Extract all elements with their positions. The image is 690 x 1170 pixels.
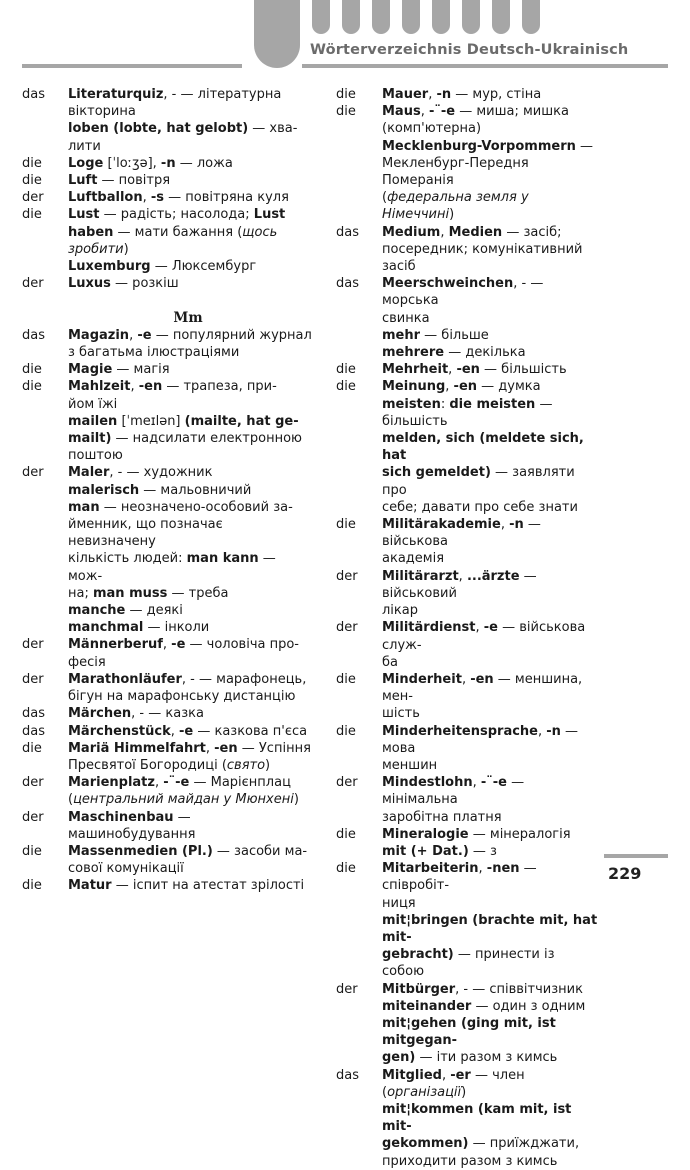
section-spacer — [22, 292, 314, 309]
entry-article: die — [336, 379, 356, 395]
entry-article: die — [336, 517, 356, 533]
entry-text: Magie — магія — [68, 362, 170, 378]
entry-text: Marienplatz, -¨-e — Марієнплац (центральний майдан у Мюнхені) — [68, 775, 299, 808]
entry-text: melden, sich (meldete sich, hat sich gemeldet) — заявляти про себе; давати про себе знати — [382, 431, 584, 515]
entry-article — [336, 396, 382, 430]
entry-text: Lust — радість; насолода; Lust haben — мати бажання (щось зробити) — [68, 207, 286, 257]
entry-text: Medium, Medien — засіб; посередник; комунікативний засіб — [382, 224, 583, 275]
header-rule-left — [22, 64, 242, 68]
entry-article: die — [22, 362, 42, 378]
header-tab — [462, 0, 480, 34]
entry-article — [336, 912, 382, 981]
entry-article: die — [22, 379, 42, 395]
section-heading: Mm — [173, 309, 203, 326]
entry-article: der — [22, 809, 44, 825]
entry-text: Männerberuf, -e — чоловіча про- фесія — [68, 637, 300, 670]
entry-article: die — [336, 87, 356, 102]
entry-article: das — [22, 327, 45, 343]
entry-article — [22, 482, 68, 499]
entry-text: Militärdienst, -e — військова служ- ба — [382, 620, 586, 670]
dictionary-column-right — [336, 86, 598, 1170]
entry-article: der — [22, 190, 44, 206]
header-tab — [522, 0, 540, 34]
dictionary-entry — [336, 224, 598, 276]
entry-text: Mitarbeiterin, -nen — співробіт- ниця — [382, 861, 537, 911]
entry-text: Meerschweinchen, - — морська свинка — [382, 276, 544, 326]
dictionary-entry — [22, 636, 314, 670]
header-tab — [312, 0, 330, 34]
entry-article: der — [336, 981, 358, 997]
entry-article: die — [22, 878, 42, 894]
dictionary-entry — [22, 120, 314, 154]
entry-article: der — [336, 568, 358, 584]
entry-text: Mecklenburg-Vorpommern — Мекленбург-Передня Померанія (федеральна земля у Німеччині) — [382, 138, 594, 223]
dictionary-entry — [336, 619, 598, 671]
dictionary-entry — [336, 138, 598, 224]
dictionary-entry — [336, 378, 598, 395]
dictionary-entry — [22, 499, 314, 602]
entry-text: mit¦gehen (ging mit, ist mitgegan- gen) — іти разом з кимсь — [382, 1015, 558, 1066]
dictionary-entry — [22, 723, 314, 740]
entry-text: Mariä Himmelfahrt, -en — Успіння Пресвятої Богородиці (свято) — [68, 740, 311, 773]
entry-article: das — [336, 276, 359, 292]
entry-text: Märchenstück, -e — казкова п'єса — [68, 723, 308, 739]
entry-text: Literaturquiz, - — літературна вікторина — [68, 87, 282, 120]
dictionary-entry — [22, 671, 314, 705]
entry-text: Mitglied, -er — член (організації) — [382, 1067, 525, 1100]
header-tab-large — [254, 0, 300, 68]
entry-article: der — [22, 465, 44, 481]
dictionary-entry — [22, 189, 314, 206]
header-tab — [492, 0, 510, 34]
entry-text: manchmal — інколи — [68, 620, 210, 636]
entry-text: Mehrheit, -en — більшість — [382, 362, 567, 378]
entry-article: die — [336, 104, 356, 120]
dictionary-entry — [336, 1101, 598, 1170]
dictionary-entry — [22, 705, 314, 722]
dictionary-entry — [336, 912, 598, 981]
entry-text: Maschinenbau — машинобудування — [68, 809, 196, 842]
dictionary-entry — [22, 740, 314, 774]
entry-article: die — [22, 173, 42, 189]
entry-text: Minderheitensprache, -n — мова меншин — [382, 723, 579, 773]
dictionary-entry — [22, 86, 314, 120]
header-title: Wörterverzeichnis Deutsch-Ukrainisch — [310, 42, 629, 58]
dictionary-entry — [22, 774, 314, 808]
entry-text: Mahlzeit, -en — трапеза, при- йом їжі — [68, 379, 277, 412]
entry-article — [336, 998, 382, 1015]
entry-text: Marathonläufer, - — марафонець, бігун на марафонську дистанцію — [68, 671, 307, 705]
dictionary-entry — [336, 430, 598, 516]
entry-article — [336, 1015, 382, 1067]
entry-article — [336, 138, 382, 224]
entry-text: miteinander — один з одним — [382, 998, 586, 1014]
entry-article — [336, 344, 382, 361]
dictionary-entry — [22, 275, 314, 292]
dictionary-entry — [336, 568, 598, 620]
dictionary-entry — [336, 327, 598, 344]
dictionary-entry — [336, 843, 598, 860]
entry-article: die — [22, 207, 42, 223]
page-number: 229 — [608, 864, 642, 883]
entry-article — [22, 413, 68, 465]
entry-article: das — [336, 224, 359, 240]
entry-article: der — [22, 671, 44, 687]
dictionary-entry — [336, 774, 598, 826]
entry-text: Mitbürger, - — співвітчизник — [382, 981, 583, 997]
entry-text: Luft — повітря — [68, 173, 171, 189]
entry-text: Mineralogie — мінералогія — [382, 826, 571, 842]
entry-text: Militärarzt, ...ärzte — військовий лікар — [382, 568, 537, 619]
entry-article — [22, 258, 68, 275]
header-tabs — [254, 0, 674, 70]
entry-article — [336, 843, 382, 860]
entry-article: die — [22, 843, 42, 859]
entry-article: die — [336, 861, 356, 877]
entry-text: Matur — іспит на атестат зрілості — [68, 878, 305, 894]
dictionary-entry — [22, 361, 314, 378]
dictionary-entry — [22, 378, 314, 412]
dictionary-entry — [336, 998, 598, 1015]
dictionary-entry — [336, 671, 598, 723]
entry-article: der — [336, 775, 358, 791]
entry-text: mehrere — декілька — [382, 345, 526, 361]
entry-article — [336, 1101, 382, 1170]
dictionary-entry — [22, 258, 314, 275]
header-rule-right — [302, 64, 668, 68]
dictionary-entry — [336, 826, 598, 843]
entry-text: Mauer, -n — мур, стіна — [382, 87, 542, 102]
entry-text: Maus, -¨-e — миша; мишка (комп'ютерна) — [382, 104, 569, 137]
entry-text: Märchen, - — казка — [68, 706, 204, 722]
entry-article: die — [336, 362, 356, 378]
dictionary-entry — [22, 172, 314, 189]
dictionary-entry — [336, 516, 598, 568]
entry-article: die — [336, 826, 356, 842]
entry-text: Luxemburg — Люксембург — [68, 259, 257, 275]
dictionary-entry — [336, 860, 598, 912]
entry-article: das — [22, 87, 45, 102]
dictionary-entry — [336, 86, 598, 103]
dictionary-entry — [22, 619, 314, 636]
dictionary-entry — [336, 981, 598, 998]
dictionary-entry — [22, 413, 314, 465]
dictionary-entry — [22, 482, 314, 499]
entry-text: man — неозначено-особовий за- йменник, що позначає невизначену кількість людей: man kann — мож- на; man muss — треба — [68, 499, 293, 601]
entry-article: der — [22, 775, 44, 791]
entry-text: Luxus — розкіш — [68, 276, 179, 292]
header-tab — [372, 0, 390, 34]
entry-text: mailen [ˈmeɪlən] (mailte, hat ge- mailt) — надсилати електронною поштою — [68, 413, 302, 464]
entry-article: das — [22, 706, 45, 722]
entry-article: die — [22, 155, 42, 171]
entry-article — [336, 327, 382, 344]
entry-article: der — [336, 620, 358, 636]
entry-article: die — [336, 671, 356, 687]
entry-article: die — [22, 740, 42, 756]
entry-text: malerisch — мальовничий — [68, 482, 252, 498]
dictionary-entry — [22, 155, 314, 172]
dictionary-column-left — [22, 86, 314, 895]
dictionary-entry — [336, 344, 598, 361]
entry-article — [22, 499, 68, 602]
entry-text: Maler, - — художник — [68, 465, 213, 481]
dictionary-entry — [22, 602, 314, 619]
entry-text: loben (lobte, hat gelobt) — хва- лити — [68, 121, 298, 154]
dictionary-entry — [336, 1067, 598, 1101]
dictionary-entry — [336, 1015, 598, 1067]
header-tab — [342, 0, 360, 34]
entry-text: Luftballon, -s — повітряна куля — [68, 190, 289, 206]
entry-article: die — [336, 723, 356, 739]
dictionary-entry — [336, 723, 598, 775]
entry-text: manche — деякі — [68, 603, 183, 619]
entry-text: meisten: die meisten — більшість — [382, 396, 553, 429]
entry-article — [22, 602, 68, 619]
entry-text: mit (+ Dat.) — з — [382, 843, 497, 859]
entry-text: Mindestlohn, -¨-e — мінімальна заробітна платня — [382, 775, 525, 825]
dictionary-entry — [336, 361, 598, 378]
header-tab — [432, 0, 450, 34]
dictionary-entry — [22, 327, 314, 361]
entry-text: Massenmedien (Pl.) — засоби ма- сової комунікації — [68, 843, 308, 877]
entry-text: Magazin, -e — популярний журнал з багатьма ілюстраціями — [68, 327, 312, 361]
header-tab — [402, 0, 420, 34]
entry-text: mit¦bringen (brachte mit, hat mit- gebracht) — принести із собою — [382, 912, 598, 980]
entry-text: Loge [ˈloːʒə], -n — ложа — [68, 155, 233, 171]
entry-text: Meinung, -en — думка — [382, 379, 541, 395]
footer-rule — [604, 854, 668, 858]
dictionary-entry — [22, 464, 314, 481]
entry-article: der — [22, 276, 44, 292]
dictionary-entry — [336, 103, 598, 137]
entry-article — [22, 120, 68, 154]
entry-article: der — [22, 637, 44, 653]
dictionary-entry — [336, 396, 598, 430]
dictionary-entry — [336, 275, 598, 327]
dictionary-entry — [22, 877, 314, 894]
dictionary-entry — [22, 843, 314, 877]
entry-text: Minderheit, -en — меншина, мен- шість — [382, 671, 583, 722]
entry-text: Militärakademie, -n — військова академія — [382, 517, 541, 567]
entry-article: das — [22, 723, 45, 739]
dictionary-entry — [22, 809, 314, 843]
dictionary-entry — [22, 206, 314, 258]
entry-article: das — [336, 1067, 359, 1083]
entry-text: mit¦kommen (kam mit, ist mit- gekommen) — приїжджати, приходити разом з кимсь — [382, 1101, 580, 1169]
entry-text: mehr — більше — [382, 327, 489, 343]
entry-article — [22, 619, 68, 636]
entry-article — [336, 430, 382, 516]
